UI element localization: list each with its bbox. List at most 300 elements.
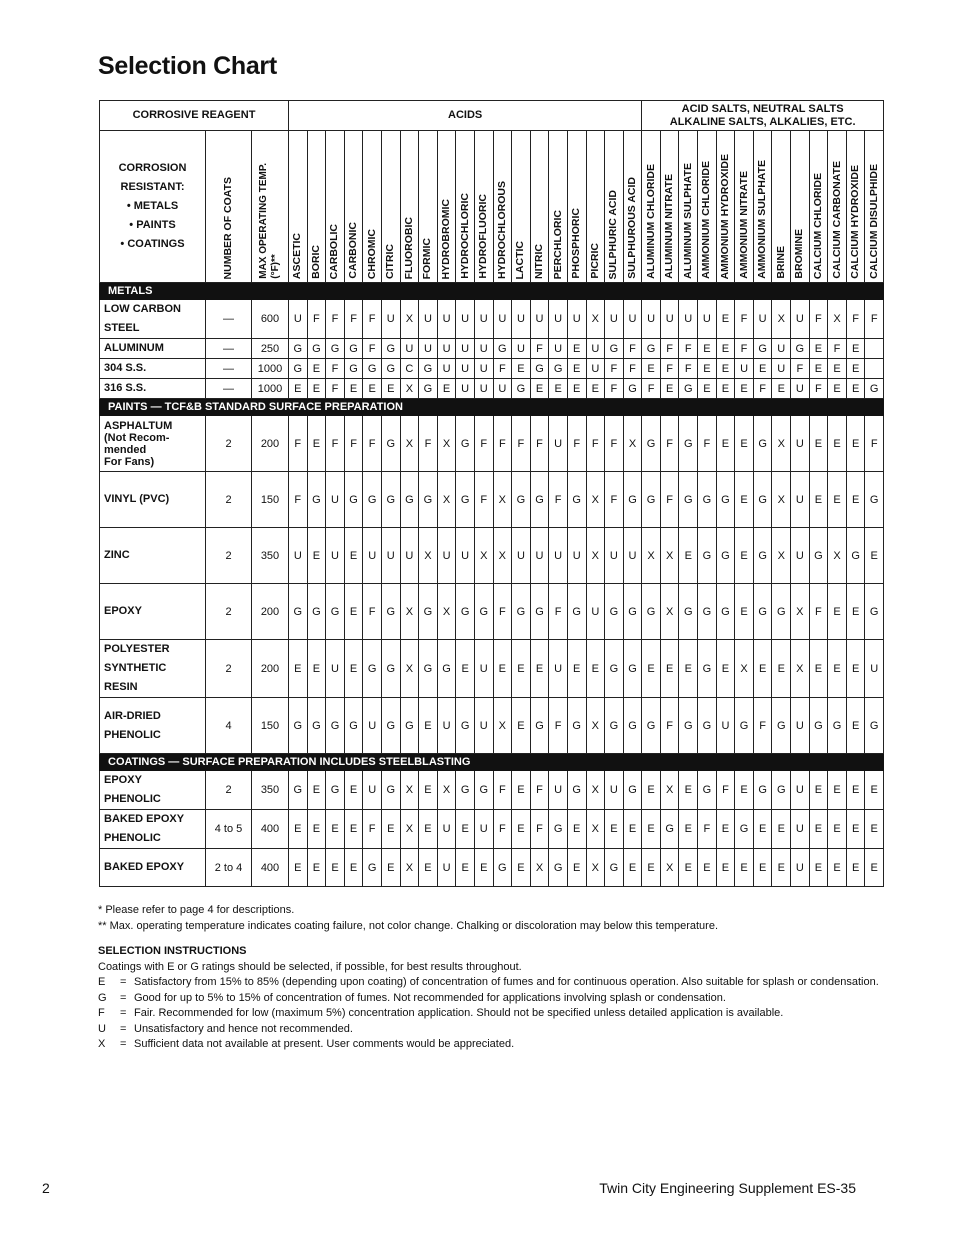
- material-name: [100, 849, 206, 887]
- rating-cell: E: [698, 339, 717, 359]
- rating-cell: E: [679, 640, 698, 698]
- material-row: [100, 640, 884, 698]
- rating-cell: E: [512, 640, 531, 698]
- rating-cell: U: [623, 300, 642, 339]
- reagent-column-label: ALUMINUM CHLORIDE: [644, 164, 657, 279]
- rating-cell: E: [567, 339, 586, 359]
- rating-cell: G: [400, 698, 419, 754]
- rating-cell: G: [679, 416, 698, 472]
- max-temp: 200: [252, 416, 289, 472]
- acids-header: ACIDS: [289, 101, 642, 131]
- rating-cell: F: [326, 416, 345, 472]
- rating-cell: U: [381, 300, 400, 339]
- reagent-column-header: [586, 131, 605, 283]
- reagent-column-header: [289, 131, 308, 283]
- rating-cell: E: [307, 849, 326, 887]
- rating-cell: G: [679, 584, 698, 640]
- rating-cell: X: [400, 584, 419, 640]
- rating-cell: E: [846, 359, 865, 379]
- reagent-column-header: [865, 131, 884, 283]
- reagent-column-header: [512, 131, 531, 283]
- rating-cell: U: [474, 379, 493, 399]
- rating-cell: G: [456, 771, 475, 810]
- reagent-column-header: [400, 131, 419, 283]
- rating-cell: E: [419, 698, 438, 754]
- rating-cell: U: [623, 528, 642, 584]
- rating-cell: X: [400, 379, 419, 399]
- rating-cell: F: [605, 379, 624, 399]
- legend-key: F: [98, 1007, 105, 1019]
- rating-cell: F: [660, 339, 679, 359]
- rating-cell: G: [381, 771, 400, 810]
- reagent-column-label: ALUMINUM SULPHATE: [681, 163, 694, 279]
- rating-cell: G: [474, 771, 493, 810]
- section-title: COATINGS — SURFACE PREPARATION INCLUDES STEELBLASTING: [100, 754, 884, 771]
- rating-cell: G: [530, 472, 549, 528]
- rating-cell: F: [474, 416, 493, 472]
- rating-cell: G: [567, 472, 586, 528]
- rating-cell: E: [307, 528, 326, 584]
- legend-equals: =: [120, 1022, 127, 1035]
- rating-cell: U: [474, 300, 493, 339]
- rating-cell: U: [791, 771, 810, 810]
- rating-cell: X: [437, 771, 456, 810]
- rating-cell: E: [456, 849, 475, 887]
- rating-cell: F: [605, 416, 624, 472]
- reagent-column-label: NITRIC: [533, 244, 546, 279]
- rating-cell: G: [549, 359, 568, 379]
- reagent-column-header: [828, 131, 847, 283]
- reagent-column-header: [419, 131, 438, 283]
- rating-cell: G: [530, 359, 549, 379]
- rating-cell: G: [363, 849, 382, 887]
- rating-cell: G: [567, 771, 586, 810]
- rating-cell: G: [846, 528, 865, 584]
- rating-cell: X: [400, 416, 419, 472]
- rating-cell: X: [493, 698, 512, 754]
- reagent-column-label: CHROMIC: [365, 228, 378, 279]
- material-name-line: PHENOLIC: [104, 728, 161, 741]
- rating-cell: E: [716, 359, 735, 379]
- rating-cell: G: [865, 379, 884, 399]
- rating-cell: E: [753, 359, 772, 379]
- reagent-column-label: FLUOROBIC: [402, 216, 415, 279]
- rating-cell: G: [549, 849, 568, 887]
- rating-cell: U: [772, 359, 791, 379]
- rating-cell: U: [289, 528, 308, 584]
- number-of-coats: —: [206, 359, 252, 379]
- rating-cell: X: [660, 528, 679, 584]
- rating-cell: F: [474, 472, 493, 528]
- rating-cell: F: [326, 379, 345, 399]
- rating-cell: G: [419, 359, 438, 379]
- rating-cell: X: [419, 528, 438, 584]
- rating-cell: G: [753, 771, 772, 810]
- rating-cell: G: [772, 698, 791, 754]
- reagent-column-header: [474, 131, 493, 283]
- rating-cell: E: [809, 472, 828, 528]
- rating-cell: U: [642, 300, 661, 339]
- rating-cell: G: [456, 698, 475, 754]
- rating-cell: U: [474, 640, 493, 698]
- rating-cell: F: [586, 416, 605, 472]
- rating-cell: E: [846, 640, 865, 698]
- material-name-line: BAKED EPOXY: [104, 861, 185, 873]
- rating-cell: F: [530, 339, 549, 359]
- rating-cell: E: [716, 416, 735, 472]
- rating-cell: E: [716, 810, 735, 849]
- rating-cell: G: [698, 771, 717, 810]
- rating-cell: E: [846, 810, 865, 849]
- material-name: [100, 771, 206, 810]
- rating-cell: X: [400, 849, 419, 887]
- rating-cell: G: [512, 472, 531, 528]
- rating-cell: U: [437, 528, 456, 584]
- rating-cell: G: [363, 359, 382, 379]
- rating-cell: F: [493, 359, 512, 379]
- rating-cell: E: [716, 300, 735, 339]
- rating-cell: G: [679, 472, 698, 528]
- rating-cell: E: [307, 416, 326, 472]
- rating-cell: E: [828, 359, 847, 379]
- reagent-column-header: [642, 131, 661, 283]
- salts-header-line-2: ALKALINE SALTS, ALKALIES, ETC.: [669, 115, 856, 128]
- rating-cell: G: [642, 584, 661, 640]
- temp-header: [252, 131, 289, 283]
- reagent-column-header: [791, 131, 810, 283]
- rating-cell: E: [307, 771, 326, 810]
- rating-cell: E: [753, 810, 772, 849]
- rating-cell: G: [772, 771, 791, 810]
- legend-equals: =: [120, 976, 127, 988]
- max-temp: 350: [252, 528, 289, 584]
- rating-cell: G: [567, 698, 586, 754]
- legend-description: Satisfactory from 15% to 85% (depending upon coating) of concentration of fumes and for continuous operation. Also suitable for splash or condensation.: [134, 976, 879, 988]
- rating-cell: G: [326, 771, 345, 810]
- rating-cell: G: [419, 472, 438, 528]
- rating-cell: G: [381, 416, 400, 472]
- rating-cell: U: [456, 359, 475, 379]
- rating-cell: E: [828, 849, 847, 887]
- rating-cell: F: [660, 698, 679, 754]
- reagent-column-header: [698, 131, 717, 283]
- rating-cell: G: [326, 698, 345, 754]
- rating-cell: G: [344, 472, 363, 528]
- max-temp: 400: [252, 810, 289, 849]
- legend-entry: [98, 1037, 886, 1053]
- rating-cell: U: [437, 698, 456, 754]
- rating-cell: E: [326, 849, 345, 887]
- reagent-column-header: [381, 131, 400, 283]
- rating-cell: G: [642, 698, 661, 754]
- rating-cell: X: [586, 849, 605, 887]
- rating-cell: F: [809, 300, 828, 339]
- reagent-column-label: LACTIC: [514, 240, 527, 279]
- rating-cell: E: [679, 771, 698, 810]
- material-row: [100, 379, 884, 399]
- material-name-line: ZINC: [104, 549, 130, 561]
- rating-cell: U: [326, 640, 345, 698]
- rating-cell: E: [567, 849, 586, 887]
- legend-description: Sufficient data not available at present. User comments would be appreciated.: [134, 1038, 515, 1050]
- rating-cell: G: [865, 584, 884, 640]
- material-name-line: RESIN: [104, 681, 138, 693]
- rating-cell: F: [753, 379, 772, 399]
- rating-cell: X: [772, 472, 791, 528]
- footnote-2: ** Max. operating temperature indicates coating failure, not color change. Chalking or discoloration may below this temperature.: [98, 919, 718, 932]
- legend-equals: =: [120, 991, 127, 1004]
- rating-cell: X: [828, 300, 847, 339]
- legend-key: U: [98, 1022, 106, 1035]
- rating-cell: F: [809, 379, 828, 399]
- material-row: [100, 416, 884, 472]
- rating-cell: F: [363, 300, 382, 339]
- rating-cell: G: [605, 640, 624, 698]
- rating-cell: X: [791, 640, 810, 698]
- rating-cell: G: [344, 698, 363, 754]
- rating-cell: G: [326, 584, 345, 640]
- reagent-column-label: CARBONIC: [347, 222, 360, 279]
- rating-cell: U: [437, 300, 456, 339]
- reagent-column-header: [772, 131, 791, 283]
- reagent-column-header: [344, 131, 363, 283]
- rating-cell: [865, 339, 884, 359]
- rating-cell: U: [605, 300, 624, 339]
- rating-cell: E: [381, 849, 400, 887]
- rating-cell: U: [419, 300, 438, 339]
- rating-cell: U: [437, 849, 456, 887]
- legend-key: E: [98, 976, 106, 988]
- rating-cell: U: [456, 379, 475, 399]
- reagent-column-label: SULPHURIC ACID: [607, 189, 620, 279]
- max-temp: 1000: [252, 359, 289, 379]
- rating-cell: F: [363, 810, 382, 849]
- rating-cell: E: [828, 416, 847, 472]
- rating-cell: G: [679, 698, 698, 754]
- rating-cell: G: [623, 771, 642, 810]
- rating-cell: F: [791, 359, 810, 379]
- max-temp: 150: [252, 698, 289, 754]
- instructions-title: SELECTION INSTRUCTIONS: [98, 945, 247, 957]
- rating-cell: U: [567, 528, 586, 584]
- rating-cell: G: [605, 584, 624, 640]
- rating-cell: F: [363, 416, 382, 472]
- rating-cell: E: [716, 849, 735, 887]
- rating-cell: G: [623, 379, 642, 399]
- corrosive-reagent-header: CORROSIVE REAGENT: [100, 101, 289, 131]
- rating-cell: F: [530, 771, 549, 810]
- rating-cell: E: [586, 640, 605, 698]
- reagent-column-label: ALUMINUM NITRATE: [663, 174, 676, 279]
- page-title: Selection Chart: [98, 52, 277, 80]
- rating-cell: E: [735, 379, 754, 399]
- rating-cell: G: [289, 771, 308, 810]
- reagent-column-label: AMMONIUM SULPHATE: [756, 160, 769, 279]
- reagent-column-header: [809, 131, 828, 283]
- group-header-row: [100, 101, 884, 131]
- rating-cell: F: [363, 584, 382, 640]
- rating-cell: U: [791, 300, 810, 339]
- rating-cell: E: [846, 771, 865, 810]
- rating-cell: G: [419, 640, 438, 698]
- rating-cell: E: [809, 810, 828, 849]
- reagent-column-header: [567, 131, 586, 283]
- rating-cell: G: [549, 810, 568, 849]
- rating-cell: G: [419, 379, 438, 399]
- rating-cell: G: [456, 416, 475, 472]
- rating-cell: G: [456, 584, 475, 640]
- rating-cell: G: [605, 339, 624, 359]
- material-name-line: BAKED EPOXY: [104, 813, 185, 825]
- rating-cell: G: [289, 584, 308, 640]
- reagent-column-label: CALCIUM CARBONATE: [830, 161, 843, 279]
- rating-cell: E: [772, 640, 791, 698]
- rating-cell: E: [289, 640, 308, 698]
- rating-cell: X: [586, 771, 605, 810]
- rating-cell: F: [530, 810, 549, 849]
- rating-cell: E: [549, 379, 568, 399]
- rating-cell: F: [605, 359, 624, 379]
- instructions-intro: Coatings with E or G ratings should be selected, if possible, for best results throughout.: [98, 960, 522, 973]
- legend-entry: [98, 1022, 886, 1038]
- rating-cell: X: [586, 472, 605, 528]
- rating-cell: X: [493, 472, 512, 528]
- rating-cell: F: [623, 339, 642, 359]
- rating-cell: E: [698, 379, 717, 399]
- max-temp: 200: [252, 584, 289, 640]
- rating-cell: U: [698, 300, 717, 339]
- reagent-column-label: AMMONIUM HYDROXIDE: [718, 153, 731, 279]
- reagent-column-label: PERCHLORIC: [551, 209, 564, 279]
- rating-cell: X: [791, 584, 810, 640]
- material-name-line: PHENOLIC: [104, 832, 161, 844]
- material-name: [100, 416, 206, 472]
- reagent-column-header: [307, 131, 326, 283]
- rating-cell: X: [530, 849, 549, 887]
- rating-cell: E: [307, 379, 326, 399]
- rating-cell: C: [400, 359, 419, 379]
- reagent-column-header: [716, 131, 735, 283]
- material-row: [100, 810, 884, 849]
- rating-cell: G: [512, 379, 531, 399]
- rating-cell: G: [623, 472, 642, 528]
- rating-cell: G: [307, 472, 326, 528]
- rating-cell: E: [846, 416, 865, 472]
- rating-cell: U: [474, 339, 493, 359]
- rating-cell: F: [307, 300, 326, 339]
- rating-cell: U: [567, 300, 586, 339]
- legend-entry: [98, 975, 886, 991]
- rating-cell: G: [493, 849, 512, 887]
- rating-cell: G: [716, 528, 735, 584]
- material-name-line: POLYESTER: [104, 643, 170, 655]
- rating-cell: E: [828, 379, 847, 399]
- reagent-column-header: [437, 131, 456, 283]
- rating-cell: U: [289, 300, 308, 339]
- rating-cell: U: [530, 300, 549, 339]
- rating-cell: [865, 359, 884, 379]
- reagent-column-header: [456, 131, 475, 283]
- rating-cell: E: [809, 849, 828, 887]
- legend-key: X: [98, 1038, 106, 1050]
- material-row: [100, 359, 884, 379]
- rating-cell: F: [326, 359, 345, 379]
- rating-cell: F: [679, 359, 698, 379]
- reagent-column-label: PHOSPHORIC: [570, 208, 583, 279]
- reagent-column-label: AMMONIUM NITRATE: [737, 171, 750, 279]
- rating-cell: X: [828, 528, 847, 584]
- rating-cell: F: [326, 300, 345, 339]
- rating-cell: E: [828, 810, 847, 849]
- rating-cell: X: [660, 771, 679, 810]
- rating-cell: E: [698, 359, 717, 379]
- section-header-row: [100, 283, 884, 300]
- material-row: [100, 584, 884, 640]
- section-header-row: [100, 754, 884, 771]
- rating-legend: [98, 975, 886, 1053]
- rating-cell: E: [381, 379, 400, 399]
- rating-cell: E: [809, 359, 828, 379]
- rating-cell: E: [865, 810, 884, 849]
- rating-cell: U: [772, 339, 791, 359]
- rating-cell: U: [586, 339, 605, 359]
- rating-cell: F: [512, 416, 531, 472]
- rating-cell: E: [828, 472, 847, 528]
- rating-cell: E: [735, 528, 754, 584]
- reagent-column-label: CALCIUM CHLORIDE: [811, 172, 824, 279]
- rating-cell: E: [809, 339, 828, 359]
- material-name: [100, 300, 206, 339]
- rating-cell: E: [716, 339, 735, 359]
- rating-cell: F: [530, 416, 549, 472]
- material-row: [100, 472, 884, 528]
- material-name-line: ALUMINUM: [104, 342, 164, 354]
- rating-cell: G: [623, 584, 642, 640]
- rating-cell: F: [344, 416, 363, 472]
- rating-cell: G: [381, 698, 400, 754]
- rating-cell: E: [735, 472, 754, 528]
- rating-cell: G: [381, 640, 400, 698]
- rating-cell: U: [605, 771, 624, 810]
- rating-cell: U: [791, 379, 810, 399]
- rating-cell: G: [363, 472, 382, 528]
- number-of-coats: 2: [206, 528, 252, 584]
- legend-equals: =: [120, 1007, 127, 1019]
- rating-cell: U: [549, 771, 568, 810]
- rating-cell: G: [735, 698, 754, 754]
- material-name-line: SYNTHETIC: [104, 662, 167, 674]
- rating-cell: E: [642, 359, 661, 379]
- rating-cell: F: [549, 584, 568, 640]
- legend-cell: [100, 131, 206, 283]
- legend-description: Good for up to 5% to 15% of concentration of fumes. Not recommended for applications involving splash or condensation.: [134, 991, 726, 1004]
- rating-cell: E: [289, 810, 308, 849]
- rating-cell: G: [716, 472, 735, 528]
- rating-cell: E: [642, 849, 661, 887]
- rating-cell: G: [605, 849, 624, 887]
- rating-cell: E: [846, 339, 865, 359]
- rating-cell: G: [623, 640, 642, 698]
- rating-cell: G: [753, 584, 772, 640]
- rating-cell: G: [307, 584, 326, 640]
- number-of-coats: 2: [206, 584, 252, 640]
- number-of-coats: 2: [206, 771, 252, 810]
- rating-cell: X: [772, 300, 791, 339]
- rating-cell: F: [549, 698, 568, 754]
- rating-cell: U: [865, 640, 884, 698]
- rating-cell: E: [493, 640, 512, 698]
- rating-cell: G: [809, 528, 828, 584]
